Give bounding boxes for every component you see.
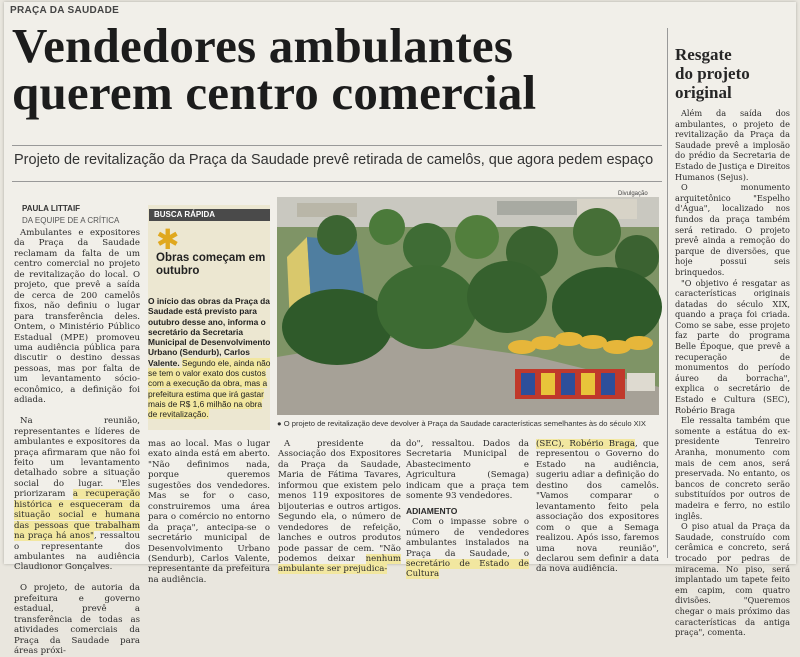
section-tag: PRAÇA DA SAUDADE <box>10 5 120 16</box>
park-photo-illustration <box>277 197 659 415</box>
paragraph: O piso atual da Praça da Saudade, construído com cerâmica e concreto, será trocado por pedras de miracema. No piso, será implantado um tapete feito em capim, com quatro divisões. "Queremos chegar o mais próximo das características da antiga praça", comenta. <box>675 521 790 638</box>
paragraph: O projeto, de autoria da prefeitura e governo estadual, prevê a transferência de todas as atividades comerciais da Praça da Saudade para áreas próxi- <box>14 583 140 657</box>
paragraph: O monumento arquitetônico "Espelho d'Água", localizado nos fundos da praça também será retirado. O projeto prevê ainda a remoção do parque de diversões, que hoje possui seis brinquedos. <box>675 182 790 277</box>
quick-search-title: Obras começam em outubro <box>156 252 266 277</box>
article-column-1 <box>14 228 140 657</box>
paragraph: Além da saída dos ambulantes, o projeto de revitalização da Praça da Saudade prevê a implosão do prédio da Secretaria de Estado de Justiça e Direitos Humanos (Sejus). <box>675 108 790 182</box>
paragraph: Ele ressalta também que somente a estátua do ex-presidente Tenreiro Aranha, monumento com mais de cem anos, será preservada. No entanto, os bancos de concreto serão substituídos por outros de madeira e ferro, no estilo inglês. <box>675 415 790 521</box>
paragraph: Na reunião, representantes e líderes de ambulantes e expositores da praça afirmaram que não foi feito um levantamento detalhado sobre a situação social do lugar. "Eles priorizaram a recuperação histórica e esqueceram da situação social e humana das pessoas que trabalham na praça há anos", ressaltou o representante dos ambulantes na audiência Claudionor Gonçalves. <box>14 416 141 573</box>
highlighted-text: (SEC), Robério Braga <box>536 439 635 449</box>
quick-search-text: O início das obras da Praça da Saudade está previsto para outubro desse ano, informa o secretário da Secretaria Municipal de Desenvolvimento Urbano (Sendurb), Carlos Valente. Segundo ele, ainda não se tem o valor exato dos custos com a execução da obra, mas a prefeitura estima que irá gastar mais de R$ 1,6 milhão na obra de revitalização. <box>148 296 271 420</box>
sidebar-title: Resgate do projeto original <box>675 45 750 102</box>
author-org: DA EQUIPE DE A CRÍTICA <box>22 216 120 225</box>
article-column-3 <box>278 439 401 575</box>
paragraph: do", ressaltou. Dados da Secretaria Municipal de Abastecimento e Agricultura (Semaga) indicam que a praça tem somente 93 vendedores. <box>406 439 529 502</box>
article-column-2 <box>148 439 270 585</box>
asterisk-icon: ✱ <box>156 223 180 256</box>
sidebar-text <box>675 108 790 638</box>
paragraph: Ambulantes e expositores da Praça da Saudade reclamam da falta de um centro comercial no projeto de revitalização do local. O projeto, que prevê a saída de cerca de 200 camelôs fixos, não definiu o lugar para transferência deles. Ontem, o Ministério Público Estadual (MPE) promoveu uma audiência pública para discutir o destino dessas pessoas, mas por falta de um levantamento sócio-econômico, a definição foi adiada. <box>14 228 140 406</box>
paragraph: "O objetivo é resgatar as características originais datadas do século XIX, quando a praça foi criada. Como se sabe, esse projeto faz parte do programa Belle Époque, que prevê a recuperação de monumentos do período áureo da borracha", explica o secretário de Estado e Cultura (SEC), Robério Braga <box>675 277 790 415</box>
divider <box>12 145 662 146</box>
headline <box>12 18 662 120</box>
highlighted-text: secretário de Estado de Cultura <box>406 558 529 580</box>
article-column-4 <box>406 439 529 580</box>
paragraph: (SEC), Robério Braga, que representou o Governo do Estado na audiência, sugeriu adiar a definição do destino dos camelôs. "Vamos comparar o levantamento feito pela associação dos expositores com o que a Semaga realizou. Após isso, faremos uma nova reunião", declarou sem definir a data da nova audiência. <box>536 439 659 575</box>
caption-bullet-icon: ● <box>277 419 282 428</box>
subheadline: Projeto de revitalização da Praça da Saudade prevê retirada de camelôs, que agora pedem espaço <box>14 152 654 168</box>
byline <box>22 204 119 225</box>
park-photo <box>277 197 659 415</box>
article-column-5 <box>536 439 659 575</box>
quick-search-tag: BUSCA RÁPIDA <box>149 209 270 221</box>
author-name: PAULA LITTAIF <box>22 204 81 213</box>
paragraph: A presidente da Associação dos Expositores da Praça da Saudade, Maria de Fátima Tavares, informou que existem pelo menos 119 expositores de bijouterias e outros artigos. Segundo ela, o número de vendedores de refeição, lanches e outros produtos pode passar de cem. "Não podemos deixar nenhum ambulante ser prejudica- <box>278 439 401 575</box>
subheading: ADIAMENTO <box>406 505 458 516</box>
highlighted-text: a recuperação histórica e esqueceram da situação social e humana das pessoas que trabalham na praça há anos" <box>14 489 141 542</box>
paragraph: Com o impasse sobre o número de vendedores ambulantes instalados na Praça da Saudade, o secretário de Estado de Cultura <box>406 517 529 580</box>
paragraph: mas ao local. Mas o lugar exato ainda está em aberto. "Não definimos nada, porque queremos sugestões dos vendedores. Mas se for o caso, construiremos uma área para o comércio no entorno da praça", antecipa-se o secretário municipal de Desenvolvimento Urbano (Sendurb), Carlos Valente, representante da prefeitura na audiência. <box>148 439 270 585</box>
photo-caption: ● O projeto de revitalização deve devolver à Praça da Saudade características semelhantes às do século XIX <box>277 419 646 428</box>
highlighted-text: nenhum ambulante ser prejudica- <box>278 553 401 575</box>
headline-line-1: Vendedores ambulantes <box>12 18 514 73</box>
column-divider <box>667 28 668 558</box>
divider <box>12 181 662 182</box>
headline-line-2: querem centro comercial <box>12 65 537 120</box>
photo-credit: Divulgação <box>618 191 648 197</box>
